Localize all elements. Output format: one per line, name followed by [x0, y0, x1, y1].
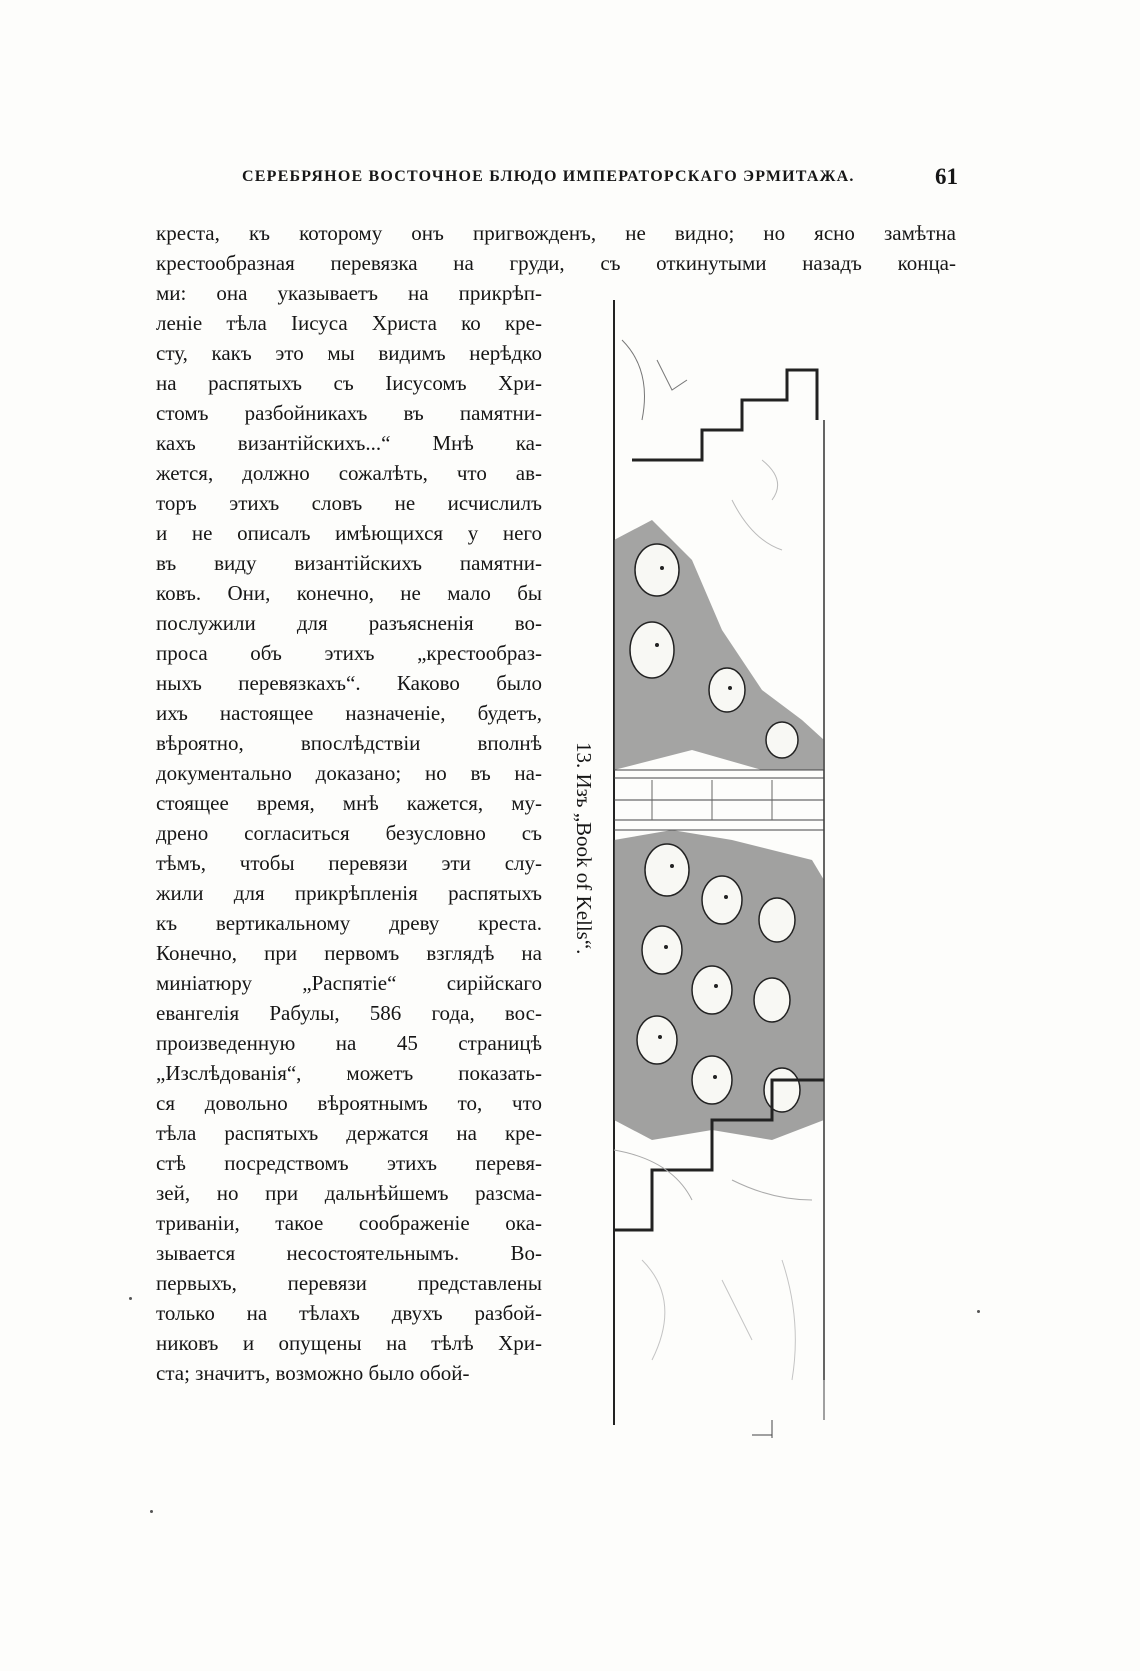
text-line: ся довольно вѣроятнымъ то, что [156, 1091, 542, 1115]
text-line: документально доказано; но въ на- [156, 761, 542, 785]
text-line: зей, но при дальнѣйшемъ разсма- [156, 1181, 542, 1205]
text-line: ныхъ перевязкахъ“. Каково было [156, 671, 542, 695]
running-head [212, 164, 958, 194]
figure-caption-text: 13. Изъ „Book of Kells“. [572, 742, 596, 955]
text-line: на распятыхъ съ Іисусомъ Хри- [156, 371, 542, 395]
text-line: жили для прикрѣпленія распятыхъ [156, 881, 542, 905]
text-line: „Изслѣдованія“, можетъ показать- [156, 1061, 542, 1085]
text-line: тѣла распятыхъ держатся на кре- [156, 1121, 542, 1145]
text-line: стомъ разбойникахъ въ памятни- [156, 401, 542, 425]
text-line: зывается несостоятельнымъ. Во- [156, 1241, 542, 1265]
text-line: Конечно, при первомъ взглядѣ на [156, 941, 542, 965]
book-of-kells-illustration [612, 300, 852, 1440]
text-line: послужили для разъясненія во- [156, 611, 542, 635]
text-line: въ виду византійскихъ памятни- [156, 551, 542, 575]
text-line: и не описалъ имѣющихся у него [156, 521, 542, 545]
text-line: стоящее время, мнѣ кажется, му- [156, 791, 542, 815]
body-text-column [156, 278, 542, 1388]
text-line: стѣ посредствомъ этихъ перевя- [156, 1151, 542, 1175]
text-line: креста, къ которому онъ пригвожденъ, не видно; но ясно замѣтна [156, 221, 956, 245]
text-line: произведенную на 45 страницѣ [156, 1031, 542, 1055]
text-line: торъ этихъ словъ не исчислилъ [156, 491, 542, 515]
text-line: первыхъ, перевязи представлены [156, 1271, 542, 1295]
text-line: евангелія Рабулы, 586 года, вос- [156, 1001, 542, 1025]
text-line: къ вертикальному древу креста. [156, 911, 542, 935]
text-line: кахъ византійскихъ...“ Мнѣ ка- [156, 431, 542, 455]
text-line: крестообразная перевязка на груди, съ откинутыми назадъ конца- [156, 251, 956, 275]
text-line: сту, какъ это мы видимъ нерѣдко [156, 341, 542, 365]
text-line: леніе тѣла Іисуса Христа ко кре- [156, 311, 542, 335]
text-line: только на тѣлахъ двухъ разбой- [156, 1301, 542, 1325]
text-line: миніатюру „Распятіе“ сирійскаго [156, 971, 542, 995]
figure-caption [571, 742, 597, 972]
page-number: 61 [935, 164, 958, 189]
text-line: жется, должно сожалѣть, что ав- [156, 461, 542, 485]
running-title: СЕРЕБРЯНОЕ ВОСТОЧНОЕ БЛЮДО ИМПЕРАТОРСКАГО ЭРМИТАЖА. [242, 168, 855, 185]
text-line: ми: она указываетъ на прикрѣп- [156, 281, 542, 305]
body-text-full-width [156, 218, 956, 278]
text-line: ковъ. Они, конечно, не мало бы [156, 581, 542, 605]
text-line: дрено согласиться безусловно съ [156, 821, 542, 845]
print-speck [129, 1297, 132, 1300]
print-speck [977, 1310, 980, 1313]
text-line: ста; значитъ, возможно было обой- [156, 1361, 470, 1385]
text-line: ихъ настоящее назначеніе, будетъ, [156, 701, 542, 725]
text-line: вѣроятно, впослѣдствіи вполнѣ [156, 731, 542, 755]
text-line: тѣмъ, чтобы перевязи эти слу- [156, 851, 542, 875]
text-line: проса объ этихъ „крестообраз- [156, 641, 542, 665]
print-speck [150, 1510, 153, 1513]
illustration-drawing [612, 300, 852, 1440]
text-line: никовъ и опущены на тѣлѣ Хри- [156, 1331, 542, 1355]
text-line: триваніи, такое соображеніе ока- [156, 1211, 542, 1235]
